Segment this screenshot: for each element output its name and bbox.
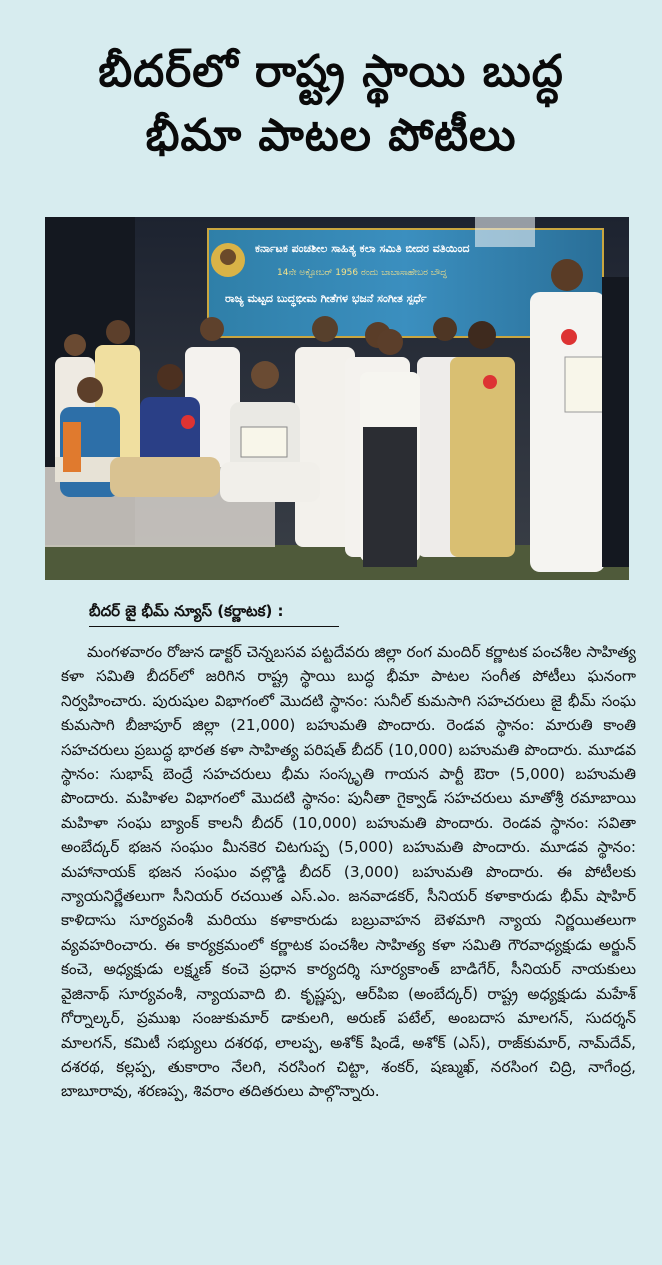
headline bbox=[10, 40, 652, 168]
article-body: మంగళవారం రోజున డాక్టర్ చెన్నబసవ పట్టదేవరు జిల్లా రంగ మందిర్ కర్ణాటక పంచశీల సాహిత్య కళా సమితి బీదర్‌లో జరిగిన రాష్ట్ర స్థాయి బుద్ధ భీమా పాటల సంగీత పోటీలు ఘనంగా నిర్వహించారు. పురుషుల విభాగంలో మొదటి స్థానం: సునీల్ కుమసాగి సహచరులు జై భీమ్ సంఘ కుమసాగి బీజాపూర్ జిల్లా (21,000) బహుమతి పొందారు. రెండవ స్థానం: మారుతి కాంతి సహచరులు ప్రబుద్ధ భారత కళా సాహిత్య పరిషత్ బీదర్ (10,000) బహుమతి పొందారు. మూడవ స్థానం: సుభాష్ బెంద్రే సహచరులు భీమ సంస్కృతి గాయన పార్టీ ఔరా (5,000) బహుమతి పొందారు. మహిళల విభాగంలో మొదటి స్థానం: పునీతా గైక్వాడ్ సహచరులు మాతోశ్రీ రమాబాయి మహిళా సంఘ బ్యాంక్ కాలనీ బీదర్ (10,000) బహుమతి పొందారు. రెండవ స్థానం: సవితా అంబేద్కర్ భజన సంఘం మీనకెర చిటగుప్ప (5,000) బహుమతి పొందారు. మూడవ స్థానం: మహానాయక్ భజన సంఘం వల్లొడ్డి బీదర్ (3,000) బహుమతి పొందారు. ఈ పోటీలకు న్యాయనిర్ణేతలుగా సీనియర్ రచయిత ఎస్.ఎం. జనవాడకర్, సీనియర్ కళాకారుడు భీమ్ షాహిర్ కాళిదాసు సూర్యవంశీ మరియు కళాకారుడు బబ్రువాహన బెళమాగి న్యాయ నిర్ణయితలుగా వ్యవహరించారు. ఈ కార్యక్రమంలో కర్ణాటక పంచశీల సాహిత్య కళా సమితి గౌరవాధ్యక్షుడు అర్జున్ కంచె, అధ్యక్షుడు లక్ష్మణ్ కంచె ప్రధాన కార్యదర్శి సూర్యకాంత్ బాడిగేర్, సీనియర్ నాయకులు వైజినాథ్ సూర్యవంశీ, న్యాయవాది బి. కృష్ణప్ప, ఆర్‌పిఐ (అంబేద్కర్) రాష్ట్ర అధ్యక్షుడు మహేశ్ గోర్నాల్కర్, ప్రముఖ సంజుకుమార్ డాకులగి, అరుణ్ పటేల్, అంబదాస మాలగన్, సుదర్శన్ మాలగన్, కమిటీ సభ్యులు దశరథ, లాలప్ప, అశోక్ షిండే, అశోక్ (ఎస్), రాజ్‌కుమార్, నామ్‌దేవ్, దశరథ, కల్లప్ప, తుకారాం నేలగి, నరసింగ చిట్టా, శంకర్, షణ్ముఖ్, నరసింగ చిద్రి, నాగేంద్ర, బాబూరావు, శరణప్ప, శివరాం తదితరులు పాల్గొన్నారు. bbox=[61, 643, 636, 1101]
banner-line-2: 14ನೇ ಅಕ್ಟೋಬರ್ 1956 ರಂದು ಬಾಬಾಸಾಹೇಬರ ಬೌದ್ಧ bbox=[277, 268, 447, 278]
headline-line-1: బీదర్‌లో రాష్ట్ర స్థాయి బుద్ధ bbox=[98, 46, 564, 97]
event-photo-illustration bbox=[45, 217, 629, 580]
banner-line-3: ರಾಜ್ಯ ಮಟ್ಟದ ಬುದ್ಧಭೀಮ ಗೀತೆಗಳ ಭಜನೆ ಸಂಗೀತ ಸ್ಪರ್ಧೆ bbox=[225, 292, 427, 305]
headline-line-2: భీమా పాటల పోటీలు bbox=[145, 110, 517, 161]
event-photo bbox=[45, 217, 629, 580]
banner-line-1: ಕರ್ನಾಟಕ ಪಂಚಶೀಲ ಸಾಹಿತ್ಯ ಕಲಾ ಸಮಿತಿ ಬೀದರ ವತಿಯಿಂದ bbox=[255, 242, 470, 255]
byline: బీదర్ జై భీమ్ న్యూస్ (కర్ణాటక) : bbox=[89, 600, 339, 627]
